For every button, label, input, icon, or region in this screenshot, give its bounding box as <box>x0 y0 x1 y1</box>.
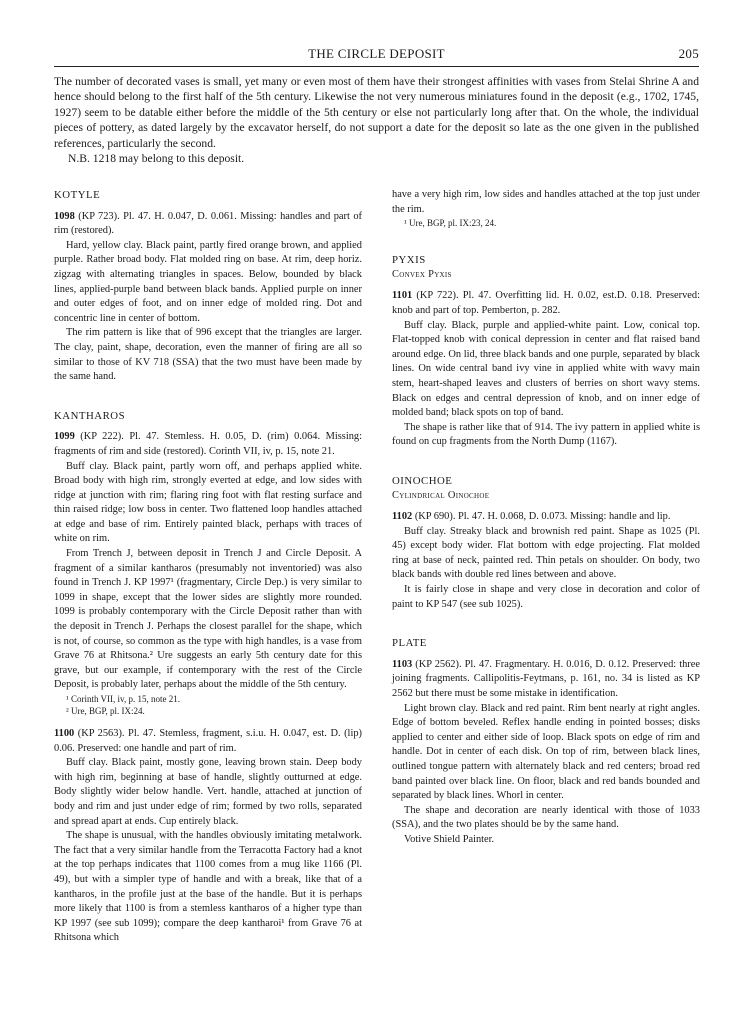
catalog-number: 1103 <box>392 658 413 670</box>
entry-1103-header <box>392 658 700 702</box>
catalog-number: 1100 <box>54 728 75 739</box>
footnote-1: ¹ Corinth VII, iv, p. 15, note 21. <box>66 694 180 704</box>
catalog-number: 1101 <box>392 290 413 302</box>
catalog-header-text: (KP 690). Pl. 47. H. 0.068, D. 0.073. Missing: handle and lip. <box>412 511 671 523</box>
heading-kantharos: KANTHAROS <box>54 409 126 422</box>
footnote-2: ² Ure, BGP, pl. IX:24. <box>66 706 145 716</box>
entry-1100-description: Buff clay. Black paint, mostly gone, leaving brown stain. Deep body with high rim, beginning at base of handle, slightly outturned at edge. Body slightly wider below handle. Vert. handle, attached at junction of body and rim and just under edge of rim; formed by two rolls, separated and spread apart at ends. Cup entirely black. <box>54 757 362 827</box>
entry-1099-description: Buff clay. Black paint, partly worn off, and perhaps applied white. Broad body with high rim, strongly everted at edge, and low sides with ridge at junction with rim; flaring ring foot with flat resting surface and thin raised ridge; low boss in center. Two flattened loop handles attached at edge and base of rim. Entirely painted black, perhaps with traces of white on rim. <box>54 460 362 545</box>
entry-1103-description: Light brown clay. Black and red paint. Rim bent nearly at right angles. Edge of bottom beveled. Reflex handle ending in pointed bosses; disks applied to center and either side of loop. Black spots on edge of rim and handle. Dot in center of each disk. On top of rim, between black lines, outlined tongue pattern with alternately black and red centers; broad red band painted over black line. On floor, black and red bands bounded and separated by black lines. Whorl in center. <box>392 702 700 802</box>
catalog-number: 1102 <box>392 511 413 523</box>
intro-text <box>54 74 699 166</box>
header-rule <box>54 66 699 67</box>
heading-plate: PLATE <box>392 637 427 650</box>
entry-1102-header <box>392 510 700 525</box>
entry-1099-header <box>54 430 362 459</box>
heading-kotyle: KOTYLE <box>54 189 101 201</box>
catalog-header-text: (KP 2562). Pl. 47. Fragmentary. H. 0.016, D. 0.12. Preserved: three joining fragments. Callipolitis-Feytmans, p. 161, no. 34 is listed as KP 2562 but there must be some mistake in identification. <box>392 658 700 700</box>
page-number: 205 <box>678 46 699 61</box>
intro-paragraph-2: N.B. 1218 may belong to this deposit. <box>68 152 245 166</box>
catalog-number: 1098 <box>54 210 75 222</box>
intro-paragraph-1: The number of decorated vases is small, yet many or even most of them have their strongest affinities with vases from Stelai Shrine A and hence should belong to the first half of the 5th century. Likewise the not very numerous miniatures found in the deposit (e.g., 1702, 1745, 1927) seem to be datable either before the middle of the 5th century or else not particularly long after that. On the whole, the individual pieces of pottery, as dated largely by the excavator herself, do not support a date for the deposit so late as the one given in the published references, particularly the second. <box>54 75 699 150</box>
left-column <box>54 188 362 946</box>
running-head <box>54 46 699 64</box>
entry-1102-description: Buff clay. Streaky black and brownish red paint. Shape as 1025 (Pl. 45) except body wider. Flat bottom with edge projecting. Flat molded ring at base of neck, painted red. Thin petals on shoulder. On body, two black bands with double red lines between and above. <box>392 525 700 581</box>
footnote-1b: ¹ Ure, BGP, pl. IX:23, 24. <box>404 218 497 229</box>
catalog-header-text: (KP 222). Pl. 47. Stemless. H. 0.05, D. (rim) 0.064. Missing: fragments of rim and side (restored). Corinth VII, iv, p. 15, note 21. <box>54 431 362 457</box>
entry-1100-comment: The shape is unusual, with the handles obviously imitating metalwork. The fact that a very similar handle from the Terracotta Factory had a knot at the top perhaps indicates that 1100 comes from a mug like 1166 (Pl. 49), but with a simpler type of handle and with a break, like that of a kantharos, in the profile just at the base of the handle. But it is perhaps more likely that 1100 is from a stemless kantharos of a higher type than KP 1997 (see sub 1099); compare the deep kantharoi¹ from Grave 76 at Rhitsona which <box>54 830 362 944</box>
catalog-header-text: (KP 722). Pl. 47. Overfitting lid. H. 0.02, est.D. 0.18. Preserved: knob and part of top. Pemberton, p. 282. <box>392 290 700 316</box>
entry-1098-description: Hard, yellow clay. Black paint, partly fired orange brown, and applied purple. Rather broad body. Flat molded ring on base. At rim, deep horiz. zigzag with alternating triangles in spaces. Below, bounded by black lines, applied-purple band between black bands. Applied purple on inner and outer edges of foot, and on inner edge of molded ring. Dot and concentric line in center of bottom. <box>54 239 362 324</box>
heading-pyxis: PYXIS <box>392 254 426 267</box>
entry-1101-description: Buff clay. Black, purple and applied-white paint. Low, conical top. Flat-topped knob with conical depression in center and flat raised band around edge. On lid, three black bands and one purple, separated by black lines. On wide central band ivy vine in applied white with wavy main stem, heart-shaped leaves and clusters of berries on short wavy stems. Black on edges and central depression of knob, and on inner edge of molded band; black spots on top of band. <box>392 319 700 419</box>
right-column <box>392 188 700 848</box>
entry-1100-header <box>54 727 362 756</box>
catalog-header-text: (KP 723). Pl. 47. H. 0.047, D. 0.061. Missing: handles and part of rim (restored). <box>54 210 362 237</box>
running-title: THE CIRCLE DEPOSIT <box>308 46 445 61</box>
entry-1101-header <box>392 289 700 318</box>
entry-1103-attribution: Votive Shield Painter. <box>404 833 495 845</box>
entry-1098-comment: The rim pattern is like that of 996 except that the triangles are larger. The clay, paint, shape, decoration, even the manner of firing are all so similar to those of KV 718 (SSA) that the two must have been made by the same hand. <box>54 327 362 383</box>
subheading-convex-pyxis: Convex Pyxis <box>392 268 452 280</box>
catalog-header-text: (KP 2563). Pl. 47. Stemless, fragment, s.i.u. H. 0.047, est. D. (lip) 0.06. Preserved: one handle and part of rim. <box>54 728 362 754</box>
catalog-number: 1099 <box>54 431 75 443</box>
entry-1099-comment: From Trench J, between deposit in Trench J and Circle Deposit. A fragment of a similar kantharos (presumably not inventoried) was also found in Trench J. KP 1997¹ (fragmentary, Circle Dep.) is very similar to 1099 in shape, except that the lower sides are slightly more rounded. 1099 is probably contemporary with the Circle Deposit rather than with the deposit in Trench J. Perhaps the closest parallel for the shape, which is not, of course, so common as the type with high handles, is a vase from Grave 76 at Rhitsona.² Ure suggests an early 5th century date for this grave, but our example, if contemporary with the rest of the Circle Deposit, is probably later, perhaps about the middle of the 5th century. <box>54 548 362 691</box>
entry-1098-header <box>54 210 362 239</box>
entry-1100-continued: have a very high rim, low sides and handles attached at the top just under the rim. <box>392 189 700 215</box>
heading-oinochoe: OINOCHOE <box>392 474 453 487</box>
entry-1102-comment: It is fairly close in shape and very close in decoration and color of paint to KP 547 (see sub 1025). <box>392 584 700 610</box>
entry-1103-comment: The shape and decoration are nearly identical with those of 1033 (SSA), and the two plates should be by the same hand. <box>392 804 700 831</box>
entry-1101-comment: The shape is rather like that of 914. The ivy pattern in applied white is found on cup fragments from the North Dump (1167). <box>392 421 700 448</box>
subheading-cylindrical-oinochoe: Cylindrical Oinochoe <box>392 489 490 501</box>
